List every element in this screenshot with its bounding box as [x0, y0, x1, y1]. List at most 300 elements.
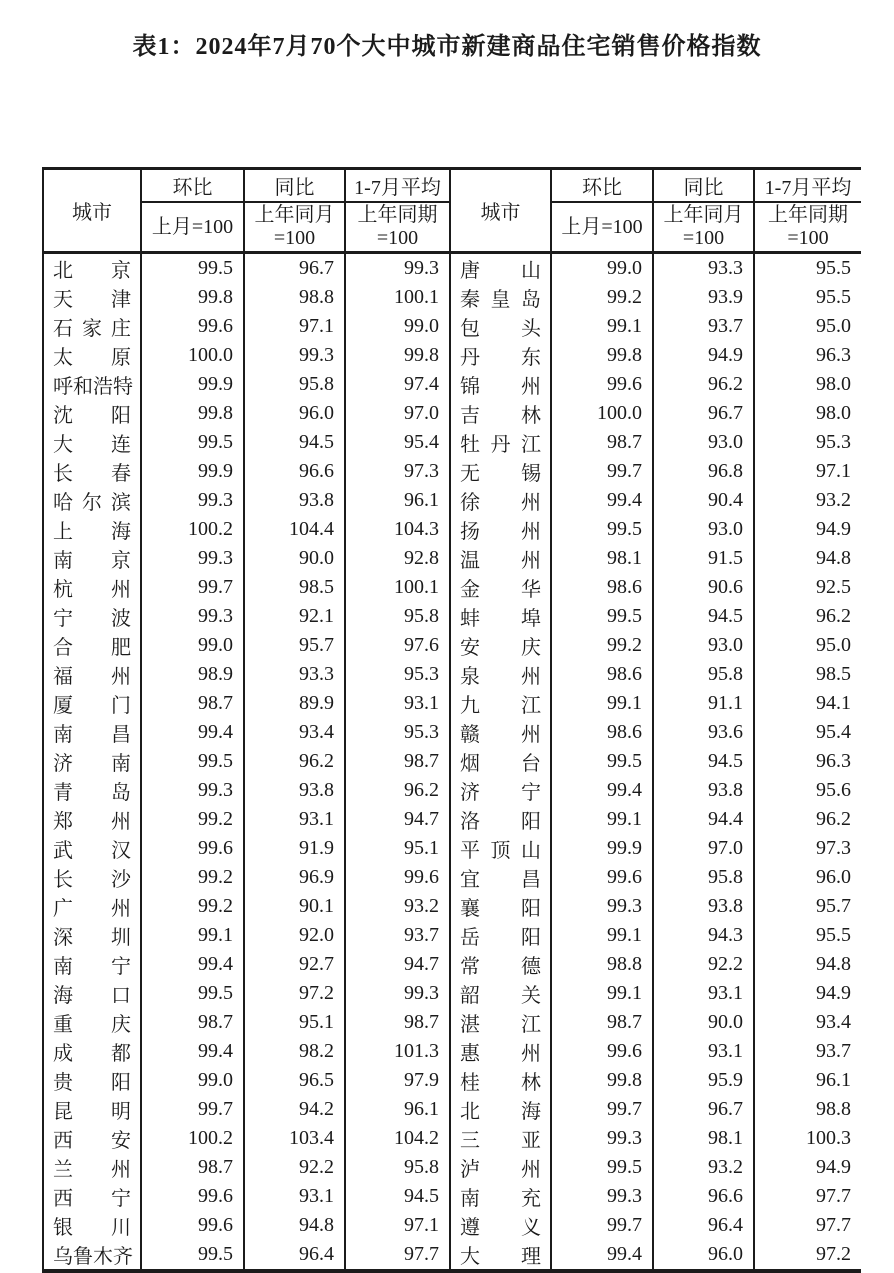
avg-value-cell: 99.3: [345, 979, 450, 1008]
mom-value-cell: 98.9: [141, 660, 244, 689]
yoy-value-cell: 93.1: [244, 805, 345, 834]
yoy-value-cell: 96.4: [653, 1211, 754, 1240]
city-cell: 洛阳: [450, 805, 551, 834]
yoy-value-cell: 94.5: [653, 602, 754, 631]
mom-value-cell: 98.7: [551, 428, 653, 457]
yoy-value-cell: 93.1: [653, 979, 754, 1008]
yoy-value-cell: 93.1: [244, 1182, 345, 1211]
table-row: [43, 253, 861, 284]
city-cell: 西安: [53, 1130, 131, 1152]
mom-value-cell: 100.2: [141, 1124, 244, 1153]
avg-value-cell: 94.5: [345, 1182, 450, 1211]
table-row: [43, 921, 861, 950]
mom-value-cell: 99.5: [551, 515, 653, 544]
city-cell: 唐山: [450, 253, 551, 284]
avg-value-cell: 95.3: [345, 660, 450, 689]
avg-value-cell: 95.3: [345, 718, 450, 747]
mom-value-cell: 98.7: [141, 689, 244, 718]
table-row: [43, 979, 861, 1008]
yoy-value-cell: 92.1: [244, 602, 345, 631]
yoy-value-cell: 97.1: [244, 312, 345, 341]
yoy-value-cell: 96.6: [244, 457, 345, 486]
header-avg-base-line1: 上年同期: [768, 204, 848, 226]
table-row: [43, 515, 861, 544]
mom-value-cell: 99.3: [551, 1124, 653, 1153]
avg-value-cell: 92.8: [345, 544, 450, 573]
mom-value-cell: 99.2: [141, 892, 244, 921]
table-title: 表1：2024年7月70个大中城市新建商品住宅销售价格指数: [132, 34, 762, 60]
city-cell: 济宁: [450, 776, 551, 805]
avg-value-cell: 99.3: [345, 253, 450, 284]
city-cell: 合肥: [53, 637, 131, 659]
mom-value-cell: 99.6: [141, 834, 244, 863]
table-row: [43, 428, 861, 457]
yoy-value-cell: 96.2: [244, 747, 345, 776]
yoy-value-cell: 94.3: [653, 921, 754, 950]
city-cell: 常德: [450, 950, 551, 979]
mom-value-cell: 99.0: [141, 631, 244, 660]
mom-value-cell: 99.1: [551, 921, 653, 950]
avg-value-cell: 100.1: [345, 283, 450, 312]
avg-value-cell: 94.7: [345, 805, 450, 834]
avg-value-cell: 98.8: [754, 1095, 861, 1124]
yoy-value-cell: 96.8: [653, 457, 754, 486]
avg-value-cell: 97.6: [345, 631, 450, 660]
yoy-value-cell: 95.9: [653, 1066, 754, 1095]
city-cell: 上海: [53, 521, 131, 543]
city-cell: 福州: [53, 666, 131, 688]
city-cell: 秦皇岛: [450, 283, 551, 312]
city-cell: 三亚: [450, 1124, 551, 1153]
table-row: [43, 312, 861, 341]
yoy-value-cell: 89.9: [244, 689, 345, 718]
yoy-value-cell: 94.9: [653, 341, 754, 370]
city-cell: 烟台: [450, 747, 551, 776]
avg-value-cell: 98.5: [754, 660, 861, 689]
city-cell: 扬州: [450, 515, 551, 544]
mom-value-cell: 99.4: [141, 1037, 244, 1066]
mom-value-cell: 99.2: [141, 805, 244, 834]
avg-value-cell: 97.1: [345, 1211, 450, 1240]
avg-value-cell: 94.7: [345, 950, 450, 979]
yoy-value-cell: 92.2: [244, 1153, 345, 1182]
city-cell: 无锡: [450, 457, 551, 486]
mom-value-cell: 99.3: [141, 776, 244, 805]
mom-value-cell: 99.5: [141, 253, 244, 284]
table-row: [43, 689, 861, 718]
mom-value-cell: 98.1: [551, 544, 653, 573]
yoy-value-cell: 103.4: [244, 1124, 345, 1153]
mom-value-cell: 99.0: [551, 253, 653, 284]
yoy-value-cell: 97.2: [244, 979, 345, 1008]
yoy-value-cell: 98.1: [653, 1124, 754, 1153]
city-cell: 杭州: [53, 579, 131, 601]
avg-value-cell: 94.1: [754, 689, 861, 718]
city-cell: 北海: [450, 1095, 551, 1124]
city-cell: 宜昌: [450, 863, 551, 892]
mom-value-cell: 99.4: [141, 950, 244, 979]
avg-value-cell: 97.3: [754, 834, 861, 863]
mom-value-cell: 99.8: [141, 399, 244, 428]
table-row: [43, 776, 861, 805]
table-row: [43, 1124, 861, 1153]
table-row: [43, 950, 861, 979]
yoy-value-cell: 92.7: [244, 950, 345, 979]
avg-value-cell: 100.1: [345, 573, 450, 602]
header-avg-base-left: [345, 202, 450, 253]
city-cell: 重庆: [53, 1014, 131, 1036]
table-row: [43, 370, 861, 399]
avg-value-cell: 97.2: [754, 1240, 861, 1271]
table-row: [43, 834, 861, 863]
mom-value-cell: 99.9: [551, 834, 653, 863]
yoy-value-cell: 93.0: [653, 515, 754, 544]
avg-value-cell: 98.7: [345, 1008, 450, 1037]
yoy-value-cell: 95.1: [244, 1008, 345, 1037]
mom-value-cell: 99.3: [551, 892, 653, 921]
header-mom-right: 环比: [551, 169, 653, 203]
table-row: [43, 863, 861, 892]
mom-value-cell: 99.7: [551, 1211, 653, 1240]
avg-value-cell: 94.8: [754, 544, 861, 573]
mom-value-cell: 99.5: [551, 602, 653, 631]
table-row: [43, 399, 861, 428]
yoy-value-cell: 90.1: [244, 892, 345, 921]
avg-value-cell: 95.5: [754, 253, 861, 284]
yoy-value-cell: 96.2: [653, 370, 754, 399]
yoy-value-cell: 93.3: [653, 253, 754, 284]
mom-value-cell: 99.1: [551, 312, 653, 341]
yoy-value-cell: 92.2: [653, 950, 754, 979]
city-cell: 遵义: [450, 1211, 551, 1240]
mom-value-cell: 99.1: [141, 921, 244, 950]
header-yoy-base-right: [653, 202, 754, 253]
yoy-value-cell: 98.5: [244, 573, 345, 602]
mom-value-cell: 99.4: [551, 776, 653, 805]
city-cell: 锦州: [450, 370, 551, 399]
avg-value-cell: 99.0: [345, 312, 450, 341]
city-cell: 南充: [450, 1182, 551, 1211]
mom-value-cell: 99.6: [141, 312, 244, 341]
yoy-value-cell: 93.2: [653, 1153, 754, 1182]
city-cell: 南昌: [53, 724, 131, 746]
city-cell: 湛江: [450, 1008, 551, 1037]
avg-value-cell: 99.6: [345, 863, 450, 892]
avg-value-cell: 95.5: [754, 921, 861, 950]
avg-value-cell: 97.0: [345, 399, 450, 428]
table-row: [43, 1182, 861, 1211]
table-body: [43, 253, 861, 1272]
yoy-value-cell: 91.1: [653, 689, 754, 718]
avg-value-cell: 97.4: [345, 370, 450, 399]
city-cell: 蚌埠: [450, 602, 551, 631]
table-row: [43, 1008, 861, 1037]
yoy-value-cell: 91.5: [653, 544, 754, 573]
city-cell: 九江: [450, 689, 551, 718]
mom-value-cell: 99.7: [141, 573, 244, 602]
table-row: [43, 573, 861, 602]
avg-value-cell: 97.1: [754, 457, 861, 486]
city-cell: 郑州: [53, 811, 131, 833]
mom-value-cell: 98.7: [141, 1008, 244, 1037]
city-cell: 兰州: [53, 1159, 131, 1181]
header-avg-base-right: [754, 202, 861, 253]
mom-value-cell: 98.8: [551, 950, 653, 979]
city-cell: 青岛: [53, 782, 131, 804]
header-avg-base-line1: 上年同期: [357, 204, 438, 226]
city-cell: 大理: [450, 1240, 551, 1271]
mom-value-cell: 99.8: [141, 283, 244, 312]
table-row: [43, 1240, 861, 1271]
header-yoy-right: 同比: [653, 169, 754, 203]
avg-value-cell: 95.7: [754, 892, 861, 921]
mom-value-cell: 99.9: [141, 370, 244, 399]
mom-value-cell: 98.6: [551, 573, 653, 602]
yoy-value-cell: 98.8: [244, 283, 345, 312]
yoy-value-cell: 90.0: [244, 544, 345, 573]
city-cell: 安庆: [450, 631, 551, 660]
city-cell: 成都: [53, 1043, 131, 1065]
yoy-value-cell: 96.0: [653, 1240, 754, 1271]
yoy-value-cell: 93.8: [244, 486, 345, 515]
yoy-value-cell: 93.1: [653, 1037, 754, 1066]
city-cell: 桂林: [450, 1066, 551, 1095]
yoy-value-cell: 96.7: [653, 399, 754, 428]
mom-value-cell: 99.0: [141, 1066, 244, 1095]
table-row: [43, 1095, 861, 1124]
yoy-value-cell: 96.4: [244, 1240, 345, 1271]
city-cell: 岳阳: [450, 921, 551, 950]
table-row: [43, 660, 861, 689]
mom-value-cell: 99.2: [551, 283, 653, 312]
city-cell: 大连: [53, 434, 131, 456]
mom-value-cell: 99.3: [141, 544, 244, 573]
mom-value-cell: 98.6: [551, 718, 653, 747]
avg-value-cell: 97.7: [754, 1211, 861, 1240]
yoy-value-cell: 93.9: [653, 283, 754, 312]
city-cell: 广州: [53, 898, 131, 920]
yoy-value-cell: 93.7: [653, 312, 754, 341]
city-cell: 深圳: [53, 927, 131, 949]
mom-value-cell: 99.2: [551, 631, 653, 660]
avg-value-cell: 96.1: [345, 1095, 450, 1124]
price-index-table: [42, 167, 861, 1273]
city-cell: 石家庄: [53, 318, 131, 340]
city-cell: 济南: [53, 753, 131, 775]
mom-value-cell: 99.3: [141, 602, 244, 631]
mom-value-cell: 99.6: [141, 1182, 244, 1211]
mom-value-cell: 99.5: [551, 1153, 653, 1182]
mom-value-cell: 99.5: [141, 979, 244, 1008]
yoy-value-cell: 93.6: [653, 718, 754, 747]
header-yoy-base-line1: 上年同月: [254, 204, 335, 226]
mom-value-cell: 100.2: [141, 515, 244, 544]
city-cell: 哈尔滨: [53, 492, 131, 514]
header-avg-left: 1-7月平均: [345, 169, 450, 203]
avg-value-cell: 98.0: [754, 399, 861, 428]
mom-value-cell: 99.5: [551, 747, 653, 776]
mom-value-cell: 99.6: [551, 863, 653, 892]
avg-value-cell: 98.7: [345, 747, 450, 776]
header-city-right: 城市: [450, 169, 551, 253]
city-cell: 长春: [53, 463, 131, 485]
yoy-value-cell: 90.4: [653, 486, 754, 515]
mom-value-cell: 100.0: [141, 341, 244, 370]
avg-value-cell: 93.7: [754, 1037, 861, 1066]
city-cell: 厦门: [53, 695, 131, 717]
header-avg-base-line2: =100: [376, 227, 419, 249]
yoy-value-cell: 96.7: [653, 1095, 754, 1124]
header-mom-base-left: 上月=100: [141, 202, 244, 253]
avg-value-cell: 95.6: [754, 776, 861, 805]
avg-value-cell: 93.2: [754, 486, 861, 515]
mom-value-cell: 99.3: [141, 486, 244, 515]
city-cell: 贵阳: [53, 1072, 131, 1094]
yoy-value-cell: 94.4: [653, 805, 754, 834]
yoy-value-cell: 99.3: [244, 341, 345, 370]
city-cell: 泉州: [450, 660, 551, 689]
avg-value-cell: 96.2: [345, 776, 450, 805]
avg-value-cell: 97.9: [345, 1066, 450, 1095]
mom-value-cell: 100.0: [551, 399, 653, 428]
yoy-value-cell: 93.8: [653, 892, 754, 921]
avg-value-cell: 95.8: [345, 602, 450, 631]
table-row: [43, 747, 861, 776]
table-row: [43, 892, 861, 921]
yoy-value-cell: 95.8: [653, 863, 754, 892]
yoy-value-cell: 96.7: [244, 253, 345, 284]
avg-value-cell: 100.3: [754, 1124, 861, 1153]
city-cell: 西宁: [53, 1188, 131, 1210]
yoy-value-cell: 93.8: [653, 776, 754, 805]
mom-value-cell: 99.7: [551, 1095, 653, 1124]
yoy-value-cell: 96.0: [244, 399, 345, 428]
mom-value-cell: 98.7: [551, 1008, 653, 1037]
table-row: [43, 602, 861, 631]
avg-value-cell: 95.5: [754, 283, 861, 312]
city-cell: 徐州: [450, 486, 551, 515]
table-row: [43, 457, 861, 486]
header-avg-right: 1-7月平均: [754, 169, 861, 203]
avg-value-cell: 96.3: [754, 341, 861, 370]
city-cell: 平顶山: [450, 834, 551, 863]
city-cell: 长沙: [53, 869, 131, 891]
yoy-value-cell: 94.5: [653, 747, 754, 776]
city-cell: 襄阳: [450, 892, 551, 921]
mom-value-cell: 99.5: [141, 747, 244, 776]
city-cell: 金华: [450, 573, 551, 602]
avg-value-cell: 97.3: [345, 457, 450, 486]
mom-value-cell: 99.3: [551, 1182, 653, 1211]
mom-value-cell: 99.4: [551, 486, 653, 515]
avg-value-cell: 97.7: [345, 1240, 450, 1271]
mom-value-cell: 98.7: [141, 1153, 244, 1182]
yoy-value-cell: 97.0: [653, 834, 754, 863]
mom-value-cell: 99.7: [141, 1095, 244, 1124]
yoy-value-cell: 95.8: [653, 660, 754, 689]
mom-value-cell: 99.1: [551, 805, 653, 834]
city-cell: 温州: [450, 544, 551, 573]
city-cell: 宁波: [53, 608, 131, 630]
yoy-value-cell: 93.0: [653, 631, 754, 660]
table-row: [43, 1211, 861, 1240]
mom-value-cell: 99.4: [141, 718, 244, 747]
yoy-value-cell: 93.3: [244, 660, 345, 689]
yoy-value-cell: 91.9: [244, 834, 345, 863]
city-cell: 乌鲁木齐: [53, 1246, 133, 1268]
mom-value-cell: 98.6: [551, 660, 653, 689]
table-row: [43, 1153, 861, 1182]
mom-value-cell: 99.1: [551, 689, 653, 718]
table-row: [43, 718, 861, 747]
yoy-value-cell: 96.5: [244, 1066, 345, 1095]
yoy-value-cell: 94.5: [244, 428, 345, 457]
table-row: [43, 486, 861, 515]
header-yoy-base-line2: =100: [273, 227, 316, 249]
yoy-value-cell: 104.4: [244, 515, 345, 544]
city-cell: 北京: [53, 260, 131, 282]
yoy-value-cell: 96.6: [653, 1182, 754, 1211]
avg-value-cell: 104.2: [345, 1124, 450, 1153]
city-cell: 牡丹江: [450, 428, 551, 457]
header-yoy-base-line2: =100: [682, 227, 725, 249]
avg-value-cell: 94.9: [754, 979, 861, 1008]
city-cell: 赣州: [450, 718, 551, 747]
table-row: [43, 631, 861, 660]
avg-value-cell: 101.3: [345, 1037, 450, 1066]
yoy-value-cell: 90.0: [653, 1008, 754, 1037]
avg-value-cell: 95.3: [754, 428, 861, 457]
yoy-value-cell: 94.8: [244, 1211, 345, 1240]
mom-value-cell: 99.5: [141, 428, 244, 457]
table-row: [43, 1066, 861, 1095]
yoy-value-cell: 95.7: [244, 631, 345, 660]
city-cell: 泸州: [450, 1153, 551, 1182]
header-row-top: [43, 169, 861, 203]
table-row: [43, 544, 861, 573]
avg-value-cell: 93.4: [754, 1008, 861, 1037]
avg-value-cell: 99.8: [345, 341, 450, 370]
city-cell: 南宁: [53, 956, 131, 978]
mom-value-cell: 99.8: [551, 341, 653, 370]
header-avg-base-line2: =100: [787, 227, 829, 249]
mom-value-cell: 99.6: [551, 1037, 653, 1066]
avg-value-cell: 96.2: [754, 805, 861, 834]
avg-value-cell: 93.1: [345, 689, 450, 718]
table-header: [43, 169, 861, 253]
mom-value-cell: 99.7: [551, 457, 653, 486]
city-cell: 海口: [53, 985, 131, 1007]
city-cell: 吉林: [450, 399, 551, 428]
mom-value-cell: 99.1: [551, 979, 653, 1008]
city-cell: 天津: [53, 289, 131, 311]
table-row: [43, 341, 861, 370]
yoy-value-cell: 93.0: [653, 428, 754, 457]
avg-value-cell: 98.0: [754, 370, 861, 399]
header-yoy-base-line1: 上年同月: [663, 204, 744, 226]
avg-value-cell: 93.2: [345, 892, 450, 921]
city-cell: 南京: [53, 550, 131, 572]
mom-value-cell: 99.2: [141, 863, 244, 892]
avg-value-cell: 94.8: [754, 950, 861, 979]
city-cell: 韶关: [450, 979, 551, 1008]
yoy-value-cell: 94.2: [244, 1095, 345, 1124]
avg-value-cell: 97.7: [754, 1182, 861, 1211]
avg-value-cell: 96.0: [754, 863, 861, 892]
header-yoy-base-left: [244, 202, 345, 253]
mom-value-cell: 99.6: [551, 370, 653, 399]
city-cell: 武汉: [53, 840, 131, 862]
